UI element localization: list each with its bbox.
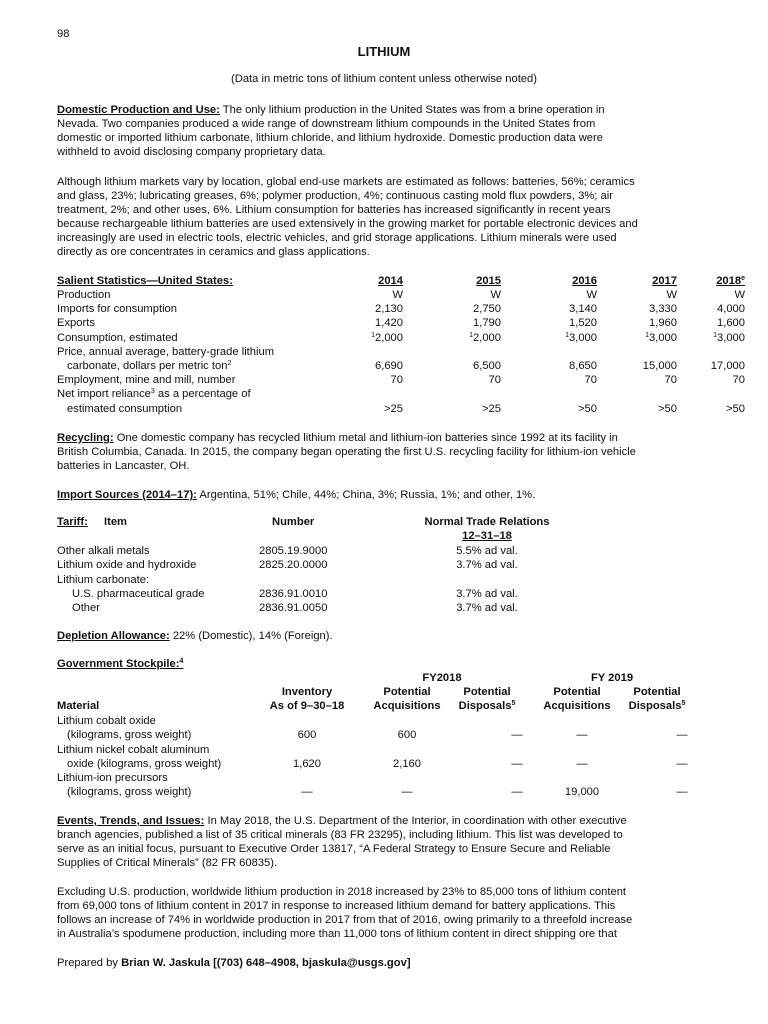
tariff-rate: 3.7% ad val. [456,587,518,600]
fy2019-label: FY 2019 [590,672,634,684]
salient-value: >50 [578,402,597,415]
salient-value: $^1$3,000 [645,331,677,344]
stockpile-value: 2,160 [393,757,421,770]
salient-value: >25 [384,402,403,415]
salient-row-label: Consumption, estimated [57,331,178,344]
events-line: in Australia’s spodumene production, including more than 11,000 tons of lithium content in direct shipping ore that [57,928,617,940]
salient-value: $^1$3,000 [713,331,745,344]
col-potential-acq-2019: Potential [553,686,601,698]
fy2018-label: FY2018 [422,672,462,684]
markets-line: because rechargeable lithium batteries are used extensively in the growing market for portable electronic devices and [57,218,638,230]
salient-value: 70 [732,374,745,387]
stockpile-value: — [576,757,588,770]
domestic-line: withheld to avoid disclosing company proprietary data. [57,146,326,158]
tariff-item: U.S. pharmaceutical grade [72,587,205,600]
salient-value: $^1$3,000 [565,331,597,344]
events-line: serve as an initial focus, pursuant to Executive Order 13817, “A Federal Strategy to Ensure Secure and Reliable [57,843,611,855]
stockpile-value: — [401,786,413,798]
stockpile-value: 19,000 [564,786,600,798]
tariff-number: 2836.91.0050 [259,602,328,615]
events-heading: Events, Trends, and Issues: [57,815,205,827]
stockpile-value: — [511,729,523,741]
col-potential-disp-2019: Potential [633,686,681,698]
tariff-col-item: Item [104,516,128,528]
salient-value: W [586,289,597,301]
import-sources-heading: Import Sources (2014–17): [57,489,197,501]
stockpile-value: — [676,729,688,741]
salient-value: W [666,289,677,301]
salient-value: 70 [488,374,501,387]
salient-heading: Salient Statistics—United States: [57,275,233,287]
col-potential-disp-2018: Potential [463,686,511,698]
col-disposals-2018: Disposals$^5$ [458,700,516,712]
stockpile-material-detail: (kilograms, gross weight) [67,729,192,741]
salient-value: 17,000 [710,360,745,372]
recycling-heading: Recycling: [57,432,114,444]
tariff-number: 2805.19.9000 [259,545,328,557]
salient-row-label: Employment, mine and mill, number [57,374,236,387]
recycling-line: One domestic company has recycled lithium metal and lithium-ion batteries since 1992 at its facility in [116,432,618,444]
salient-value: 1,520 [569,317,597,330]
year-2016: 2016 [572,275,597,287]
salient-value: >50 [658,402,677,415]
tariff-item: Lithium carbonate: [57,573,150,586]
tariff-rate: 3.7% ad val. [456,602,518,615]
salient-value: W [490,289,501,301]
markets-line: treatment, 2%; and other uses, 6%. Lithium consumption for batteries has increased significantly in recent years [57,204,611,216]
import-sources-section [57,488,717,502]
salient-row-label: Production [57,289,111,301]
salient-row-label: Exports [57,317,95,330]
stockpile-heading: Government Stockpile:$^4$ [57,658,184,670]
tariff-col-ntr-date: 12–31–18 [462,530,512,542]
events-line: Excluding U.S. production, worldwide lithium production in 2018 increased by 23% to 85,000 tons of lithium content [57,886,627,898]
markets-line: increasingly are used in electric tools, electric vehicles, and grid storage applications. Lithium minerals were used [57,232,617,244]
prepared-by-footer [57,956,717,970]
salient-value: 1,420 [375,317,403,330]
page-title: LITHIUM [357,44,411,59]
recycling-line: batteries in Lancaster, OH. [57,460,190,472]
stockpile-material-detail: oxide (kilograms, gross weight) [67,757,222,770]
tariff-item: Other [72,602,100,615]
col-acquisitions-2019: Acquisitions [543,700,611,712]
salient-value: 4,000 [717,303,745,316]
salient-value: W [734,289,745,301]
salient-value: 2,130 [375,303,403,316]
stockpile-value: — [511,757,523,770]
salient-value: >50 [726,402,745,415]
stockpile-material-detail: (kilograms, gross weight) [67,786,192,798]
col-inventory: Inventory [281,686,333,698]
salient-row-label: Price, annual average, battery-grade lithium [57,345,275,358]
recycling-section [57,431,717,473]
page-number: 98 [57,28,70,40]
tariff-number: 2836.91.0010 [259,587,328,600]
year-2017: 2017 [652,275,677,287]
stockpile-material: Lithium nickel cobalt aluminum [57,743,210,756]
page-subtitle: (Data in metric tons of lithium content unless otherwise noted) [231,73,537,85]
events-paragraph-2 [57,885,717,941]
salient-value: $^1$2,000 [469,331,501,344]
markets-line: and glass, 23%; lubricating greases, 6%; polymer production, 4%; continuous casting mold flux powders, 3%; air [57,190,613,202]
col-acquisitions-2018: Acquisitions [373,700,441,712]
col-material: Material [57,700,100,712]
salient-value: W [392,289,403,301]
stockpile-value: — [576,729,588,741]
salient-value: $^1$2,000 [371,331,403,344]
domestic-line: The only lithium production in the United States was from a brine operation in [222,104,605,116]
stockpile-value: — [301,786,313,798]
salient-value: 8,650 [569,360,597,372]
salient-row-label: Net import reliance$^3$ as a percentage of [57,388,251,401]
events-section [57,814,717,870]
domestic-line: domestic or imported lithium carbonate, lithium chloride, and lithium hydroxide. Domestic production data were [57,132,603,144]
markets-line: Although lithium markets vary by location, global end-use markets are estimated as follows: batteries, 56%; ceramics [57,176,635,188]
footer-prefix: Prepared by [57,957,122,969]
events-line: branch agencies, published a list of 35 critical minerals (83 FR 23295), including lithium. This list was developed to [57,829,623,841]
tariff-rate: 5.5% ad val. [456,545,518,557]
salient-value: 6,500 [473,360,501,372]
domestic-production-heading: Domestic Production and Use: [57,104,220,116]
col-disposals-2019: Disposals$^5$ [628,700,686,712]
stockpile-value: 600 [397,729,417,741]
depletion-heading: Depletion Allowance: [57,630,170,642]
salient-value: 6,690 [375,360,403,372]
tariff-col-number: Number [272,516,315,528]
tariff-rate: 3.7% ad val. [456,559,518,572]
salient-value: 1,790 [473,317,501,330]
salient-row-label: Imports for consumption [57,303,178,316]
salient-row-label: carbonate, dollars per metric ton$^2$ [67,360,232,372]
stockpile-value: — [511,786,523,798]
salient-value: 3,330 [649,303,677,316]
salient-value: 1,960 [649,317,677,330]
stockpile-value: 600 [297,729,317,741]
events-line: from 69,000 tons of lithium content in 2017 in response to increased lithium demand for battery applications. This [57,900,616,912]
year-2015: 2015 [476,275,501,287]
depletion-text: 22% (Domestic), 14% (Foreign). [172,630,333,642]
salient-value: 70 [390,374,403,387]
depletion-section [57,629,717,643]
events-line: In May 2018, the U.S. Department of the Interior, in coordination with other executive [207,815,627,827]
col-potential-acq-2018: Potential [383,686,431,698]
tariff-heading: Tariff: [57,516,88,528]
salient-value: 3,140 [569,303,597,316]
stockpile-value: — [676,757,688,770]
tariff-item: Other alkali metals [57,545,150,557]
salient-value: 1,600 [717,317,745,330]
recycling-line: British Columbia, Canada. In 2015, the company began operating the first U.S. recycling facility for lithium-ion vehicle [57,446,636,458]
year-2018: 2018e [716,275,745,287]
stockpile-material: Lithium cobalt oxide [57,715,156,727]
salient-value: 2,750 [473,303,501,316]
tariff-number: 2825.20.0000 [259,559,328,572]
salient-value: 70 [584,374,597,387]
events-line: Supplies of Critical Minerals” (82 FR 60835). [57,857,278,869]
salient-value: 15,000 [642,360,677,372]
salient-value: >25 [482,402,501,415]
markets-line: directly as ore concentrates in ceramics and glass applications. [57,246,370,258]
salient-row-label: estimated consumption [67,402,183,415]
domestic-line: Nevada. Two companies produced a wide range of downstream lithium compounds in the United States from [57,118,596,130]
footer-author: Brian W. Jaskula [(703) 648–4908, bjaskula@usgs.gov] [121,957,411,969]
year-2014: 2014 [378,275,403,287]
stockpile-material: Lithium-ion precursors [57,772,168,784]
col-inventory-date: As of 9–30–18 [269,700,345,712]
import-sources-text: Argentina, 51%; Chile, 44%; China, 3%; Russia, 1%; and other, 1%. [199,489,536,501]
stockpile-value: 1,620 [293,757,321,770]
markets-paragraph [57,175,717,259]
salient-value: 70 [664,374,677,387]
events-line: follows an increase of 74% in worldwide production in 2017 from that of 2016, owing primarily to a threefold increase [57,914,633,926]
tariff-item: Lithium oxide and hydroxide [57,559,197,572]
stockpile-value: — [676,786,688,798]
domestic-production-section [57,103,717,159]
tariff-col-ntr: Normal Trade Relations [424,516,550,528]
